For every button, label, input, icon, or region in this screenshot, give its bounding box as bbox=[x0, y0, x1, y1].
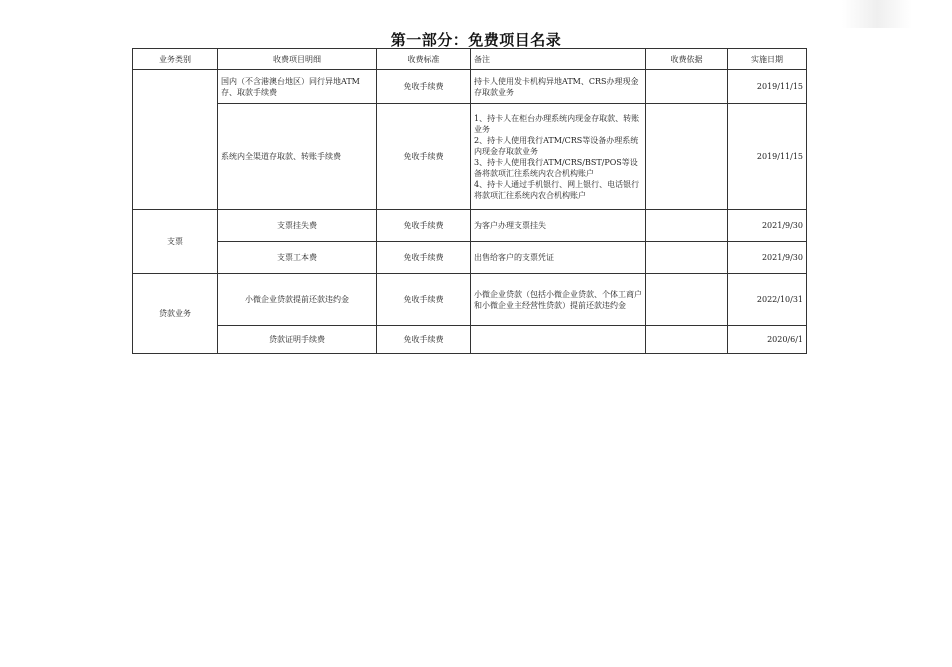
table-row bbox=[133, 70, 807, 104]
scan-smudge bbox=[842, 0, 912, 28]
note-line: 出售给客户的支票凭证 bbox=[474, 253, 554, 262]
header-basis: 收费依据 bbox=[646, 49, 728, 70]
note-line: 4、持卡人通过手机银行、网上银行、电话银行将款项汇往系统内农合机构账户 bbox=[474, 179, 640, 200]
notes-cell bbox=[471, 210, 646, 242]
notes-cell bbox=[471, 274, 646, 326]
table-row bbox=[133, 104, 807, 210]
date-cell: 2019/11/15 bbox=[728, 70, 807, 104]
item-cell: 贷款证明手续费 bbox=[218, 326, 377, 354]
item-cell: 支票挂失费 bbox=[218, 210, 377, 242]
standard-cell: 免收手续费 bbox=[377, 210, 471, 242]
standard-cell: 免收手续费 bbox=[377, 70, 471, 104]
category-cell bbox=[133, 70, 218, 210]
table-row bbox=[133, 274, 807, 326]
item-cell: 系统内全渠道存取款、转账手续费 bbox=[218, 104, 377, 210]
table-row bbox=[133, 326, 807, 354]
item-cell: 小微企业贷款提前还款违约金 bbox=[218, 274, 377, 326]
note-line: 小微企业贷款（包括小微企业贷款、个体工商户和小微企业主经营性贷款）提前还款违约金 bbox=[474, 289, 642, 310]
date-cell: 2020/6/1 bbox=[728, 326, 807, 354]
standard-cell: 免收手续费 bbox=[377, 326, 471, 354]
date-cell: 2021/9/30 bbox=[728, 242, 807, 274]
header-row bbox=[133, 49, 807, 70]
basis-cell bbox=[646, 104, 728, 210]
header-item: 收费项目明细 bbox=[218, 49, 377, 70]
item-cell: 支票工本费 bbox=[218, 242, 377, 274]
note-line: 2、持卡人使用我行ATM/CRS等设备办理系统内现金存取款业务 bbox=[474, 135, 639, 156]
category-cell: 支票 bbox=[133, 210, 218, 274]
date-cell: 2022/10/31 bbox=[728, 274, 807, 326]
note-line: 1、持卡人在柜台办理系统内现金存取款、转账业务 bbox=[474, 113, 640, 134]
standard-cell: 免收手续费 bbox=[377, 242, 471, 274]
header-notes: 备注 bbox=[471, 49, 646, 70]
notes-cell bbox=[471, 326, 646, 354]
basis-cell bbox=[646, 70, 728, 104]
note-line: 为客户办理支票挂失 bbox=[474, 221, 546, 230]
fee-table bbox=[132, 48, 807, 354]
date-cell: 2019/11/15 bbox=[728, 104, 807, 210]
item-cell: 国内（不含港澳台地区）同行异地ATM存、取款手续费 bbox=[218, 70, 377, 104]
notes-cell bbox=[471, 104, 646, 210]
date-cell: 2021/9/30 bbox=[728, 210, 807, 242]
basis-cell bbox=[646, 326, 728, 354]
header-category: 业务类别 bbox=[133, 49, 218, 70]
basis-cell bbox=[646, 274, 728, 326]
notes-cell bbox=[471, 70, 646, 104]
note-line: 持卡人使用发卡机构异地ATM、CRS办理现金存取款业务 bbox=[474, 76, 639, 97]
basis-cell bbox=[646, 210, 728, 242]
category-cell: 贷款业务 bbox=[133, 274, 218, 354]
header-standard: 收费标准 bbox=[377, 49, 471, 70]
basis-cell bbox=[646, 242, 728, 274]
standard-cell: 免收手续费 bbox=[377, 274, 471, 326]
notes-cell bbox=[471, 242, 646, 274]
header-date: 实施日期 bbox=[728, 49, 807, 70]
table-row bbox=[133, 210, 807, 242]
note-line: 3、持卡人使用我行ATM/CRS/BST/POS等设备将款项汇往系统内农合机构账户 bbox=[474, 157, 638, 178]
page-title: 第一部分：免费项目名录 bbox=[390, 31, 562, 49]
standard-cell: 免收手续费 bbox=[377, 104, 471, 210]
table-row bbox=[133, 242, 807, 274]
